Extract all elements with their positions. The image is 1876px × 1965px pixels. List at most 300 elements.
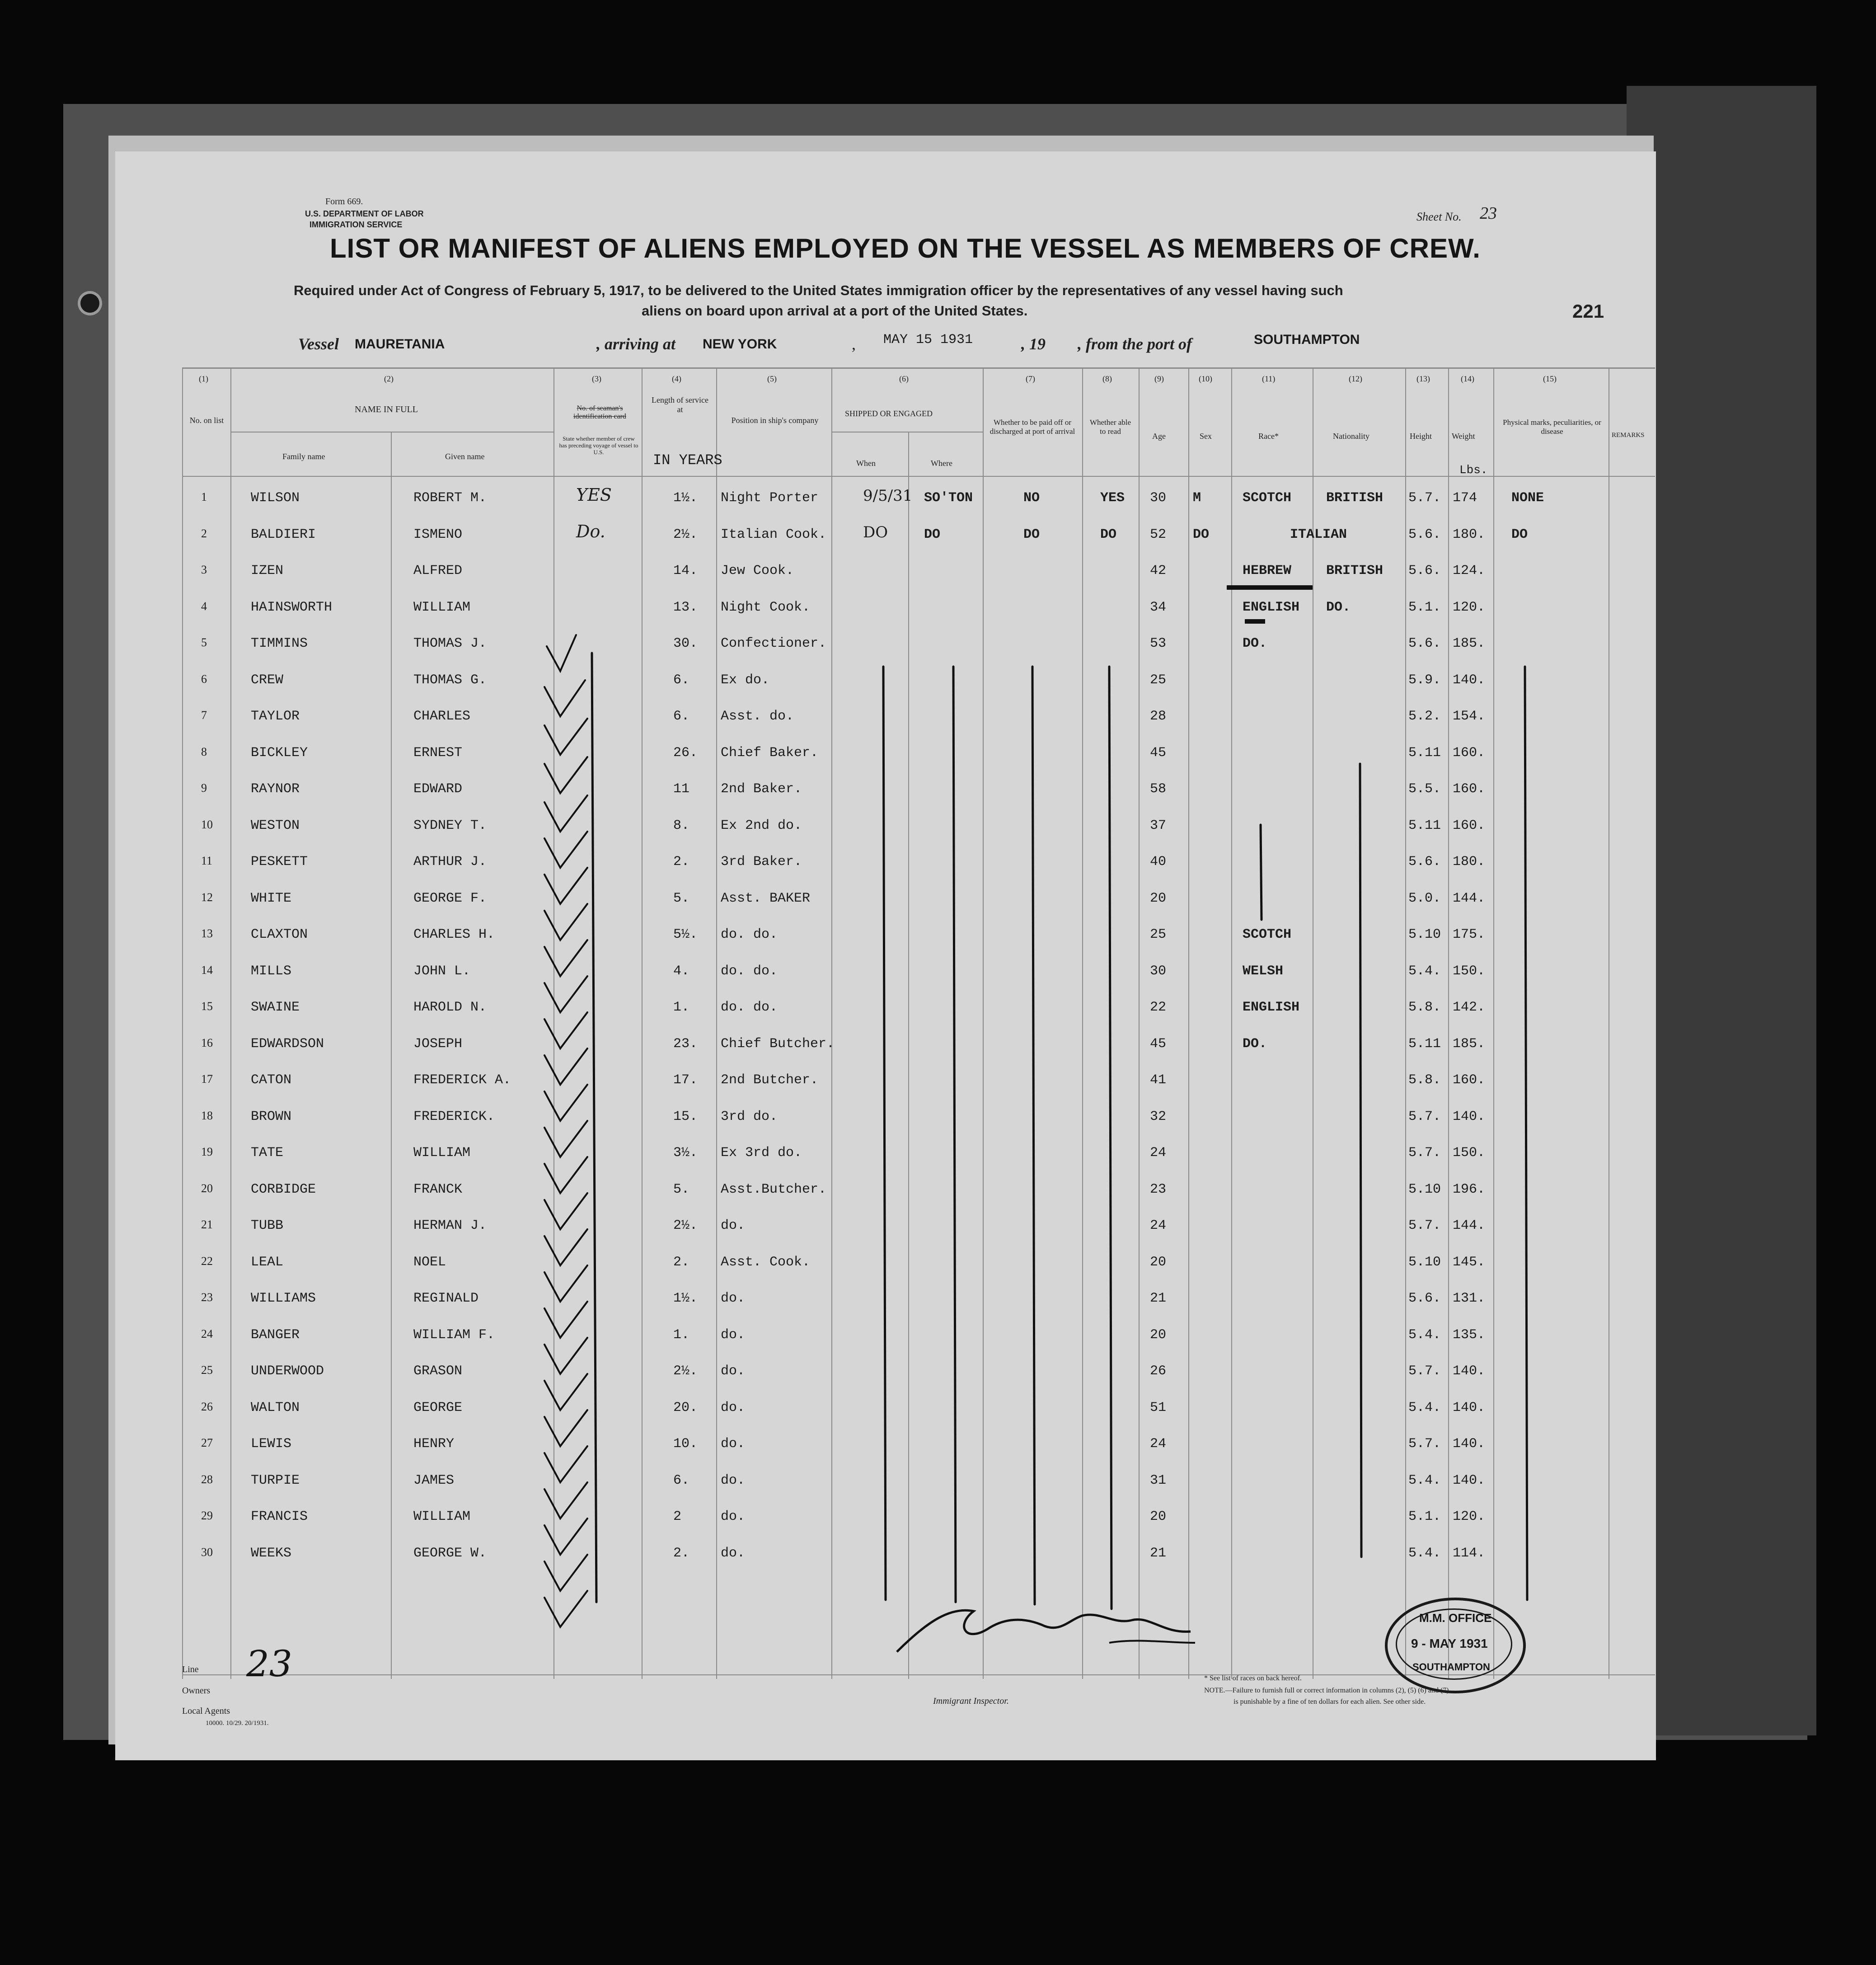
cell-race: ITALIAN — [1290, 527, 1347, 542]
cell-when: 9/5/31 — [863, 487, 913, 505]
cell-family: WHITE — [251, 890, 292, 906]
cell-position: do. — [721, 1291, 746, 1306]
cell-family: PESKETT — [251, 854, 308, 870]
cell-family: IZEN — [251, 563, 284, 578]
cell-age: 26 — [1150, 1363, 1167, 1379]
col-number-4: (4) — [672, 374, 681, 383]
stamp-top-text: M.M. OFFICE — [1419, 1611, 1492, 1625]
cell-no: 1 — [201, 490, 207, 503]
cell-family: CORBIDGE — [251, 1181, 316, 1197]
cell-age: 53 — [1150, 636, 1167, 651]
cell-height: 5.6. — [1408, 527, 1441, 542]
cell-no: 27 — [201, 1436, 213, 1449]
inspector-signature — [1109, 1641, 1195, 1643]
cell-height: 5.1. — [1408, 1509, 1441, 1524]
cell-weight: 160. — [1453, 745, 1486, 761]
col-number-5: (5) — [767, 374, 777, 383]
cell-no: 24 — [201, 1327, 213, 1340]
cell-family: WESTON — [251, 818, 300, 833]
cell-height: 5.10 — [1408, 927, 1441, 942]
cell-no: 19 — [201, 1145, 213, 1158]
cell-age: 32 — [1150, 1109, 1167, 1124]
header-col3: State whether member of crew has preceding voyage of vessel to U.S. — [559, 435, 638, 456]
cell-height: 5.5. — [1408, 781, 1441, 797]
col-number-11: (11) — [1262, 374, 1276, 383]
col-number-8: (8) — [1102, 374, 1112, 383]
cell-given: JOHN L. — [413, 963, 471, 979]
cell-given: HAROLD N. — [413, 1000, 487, 1015]
cell-service: 2. — [673, 1545, 690, 1561]
cell-family: BANGER — [251, 1327, 300, 1343]
cell-position: Chief Baker. — [721, 745, 819, 761]
page-stamp-number: 221 — [1572, 301, 1604, 322]
header-col8: Whether able to read — [1089, 418, 1131, 436]
footer-line-label: Line — [182, 1664, 199, 1674]
cell-given: HENRY — [413, 1436, 455, 1452]
footer-owners-label: Owners — [182, 1686, 211, 1696]
cell-position: Confectioner. — [721, 636, 827, 651]
sheet-label: Sheet No. — [1416, 210, 1462, 223]
cell-age: 25 — [1150, 672, 1167, 688]
cell-height: 5.0. — [1408, 890, 1441, 906]
footer-note-races: * See list of races on back hereof. — [1204, 1674, 1302, 1682]
cell-age: 20 — [1150, 1327, 1167, 1343]
header-col7: Whether to be paid off or discharged at port of arrival — [990, 418, 1075, 436]
cell-service: 30. — [673, 636, 698, 651]
col-number-14: (14) — [1461, 374, 1474, 383]
col-number-15: (15) — [1543, 374, 1557, 383]
cell-height: 5.7. — [1408, 1145, 1441, 1161]
cell-age: 20 — [1150, 1509, 1167, 1524]
cell-height: 5.7. — [1408, 490, 1441, 506]
cell-service: 15. — [673, 1109, 698, 1124]
cell-family: BROWN — [251, 1109, 292, 1124]
cell-height: 5.4. — [1408, 1472, 1441, 1488]
cell-service: 13. — [673, 599, 698, 615]
cell-age: 30 — [1150, 963, 1167, 979]
from-label: , from the port of — [1078, 335, 1192, 353]
cell-family: TUBB — [251, 1218, 284, 1233]
cell-weight: 140. — [1453, 1400, 1486, 1415]
cell-race: HEBREW — [1243, 563, 1292, 578]
cell-voyage: Do. — [576, 521, 605, 541]
cell-given: GRASON — [413, 1363, 463, 1379]
cell-position: do. do. — [721, 927, 778, 942]
cell-weight: 144. — [1453, 890, 1486, 906]
stamp-bottom-text: SOUTHAMPTON — [1412, 1661, 1490, 1673]
cell-service: 6. — [673, 672, 690, 688]
cell-family: TIMMINS — [251, 636, 308, 651]
cell-age: 25 — [1150, 927, 1167, 942]
header-col4-hand: IN YEARS — [653, 452, 722, 469]
cell-weight: 120. — [1453, 599, 1486, 615]
ditto-line — [1360, 764, 1361, 1557]
cell-service: 2. — [673, 1254, 690, 1270]
cell-read: YES — [1100, 490, 1125, 506]
cell-weight: 185. — [1453, 636, 1486, 651]
cell-no: 6 — [201, 672, 207, 686]
cell-position: do. do. — [721, 963, 778, 979]
ditto-line — [953, 667, 956, 1602]
col-number-2: (2) — [384, 374, 394, 383]
cell-height: 5.6. — [1408, 563, 1441, 578]
cell-given: THOMAS J. — [413, 636, 487, 651]
cell-no: 13 — [201, 927, 213, 940]
cell-height: 5.7. — [1408, 1363, 1441, 1379]
cell-sex: M — [1193, 490, 1201, 506]
header-col11: Race* — [1258, 432, 1279, 441]
cell-height: 5.4. — [1408, 1327, 1441, 1343]
header-col6-when: When — [856, 459, 876, 468]
col-number-13: (13) — [1416, 374, 1430, 383]
cell-family: CLAXTON — [251, 927, 308, 942]
footer-note-line-1: NOTE.—Failure to furnish full or correct information in columns (2), (5) (6) and (7) — [1204, 1687, 1449, 1694]
immigrant-inspector-label: Immigrant Inspector. — [933, 1696, 1009, 1706]
footer-agents-label: Local Agents — [182, 1706, 230, 1716]
header-col6-where: Where — [931, 459, 952, 468]
binder-hole — [80, 294, 99, 313]
header-col12: Nationality — [1333, 432, 1369, 441]
cell-given: ALFRED — [413, 563, 463, 578]
cell-marks: NONE — [1511, 490, 1544, 506]
cell-race: ENGLISH — [1243, 599, 1300, 615]
cell-height: 5.4. — [1408, 1545, 1441, 1561]
cell-weight: 174 — [1453, 490, 1477, 506]
cell-no: 4 — [201, 599, 207, 613]
ditto-line — [1261, 825, 1262, 920]
cell-position: Asst. Cook. — [721, 1254, 811, 1270]
cell-no: 16 — [201, 1036, 213, 1049]
cell-family: MILLS — [251, 963, 292, 979]
cell-given: GEORGE F. — [413, 890, 487, 906]
cell-when: DO — [863, 523, 888, 541]
cell-service: 26. — [673, 745, 698, 761]
cell-no: 30 — [201, 1545, 213, 1559]
cell-service: 3½. — [673, 1145, 698, 1161]
cell-given: ARTHUR J. — [413, 854, 487, 870]
header-no-on-list: No. on list — [189, 416, 224, 425]
cell-age: 41 — [1150, 1072, 1167, 1088]
cell-weight: 145. — [1453, 1254, 1486, 1270]
cell-service: 2 — [673, 1509, 682, 1524]
cell-no: 21 — [201, 1218, 213, 1231]
ditto-line — [592, 653, 596, 1602]
cell-given: THOMAS G. — [413, 672, 487, 688]
cell-no: 9 — [201, 781, 207, 794]
cell-family: LEAL — [251, 1254, 284, 1270]
cell-service: 17. — [673, 1072, 698, 1088]
cell-family: CREW — [251, 672, 284, 688]
cell-height: 5.10 — [1408, 1181, 1441, 1197]
cell-weight: 196. — [1453, 1181, 1486, 1197]
cell-family: TATE — [251, 1145, 284, 1161]
cell-weight: 160. — [1453, 781, 1486, 797]
cell-service: 10. — [673, 1436, 698, 1452]
cell-position: do. — [721, 1545, 746, 1561]
cell-family: LEWIS — [251, 1436, 292, 1452]
cell-height: 5.7. — [1408, 1218, 1441, 1233]
cell-given: HERMAN J. — [413, 1218, 487, 1233]
cell-family: BICKLEY — [251, 745, 308, 761]
cell-family: UNDERWOOD — [251, 1363, 324, 1379]
cell-no: 7 — [201, 709, 207, 722]
cell-height: 5.7. — [1408, 1436, 1441, 1452]
cell-given: ISMENO — [413, 527, 463, 542]
sheet-number: 23 — [1480, 204, 1497, 223]
cell-height: 5.9. — [1408, 672, 1441, 688]
cell-position: Ex 2nd do. — [721, 818, 802, 833]
col-number-1: (1) — [199, 374, 208, 383]
footer-note-line-2: is punishable by a fine of ten dollars for each alien. See other side. — [1233, 1698, 1426, 1706]
cell-no: 15 — [201, 1000, 213, 1013]
cell-service: 14. — [673, 563, 698, 578]
cell-race: SCOTCH — [1243, 927, 1292, 942]
cell-given: JOSEPH — [413, 1036, 463, 1052]
cell-no: 29 — [201, 1509, 213, 1522]
cell-no: 8 — [201, 745, 207, 758]
cell-weight: 135. — [1453, 1327, 1486, 1343]
cell-age: 58 — [1150, 781, 1167, 797]
office-stamp — [1385, 1598, 1526, 1693]
cell-race: ENGLISH — [1243, 1000, 1300, 1015]
cell-sex: DO — [1193, 527, 1210, 542]
cell-position: Night Porter — [721, 490, 819, 506]
cell-position: 3rd do. — [721, 1109, 778, 1124]
stamp-date: 9 - MAY 1931 — [1411, 1636, 1488, 1650]
cell-height: 5.11 — [1408, 818, 1441, 833]
cell-height: 5.8. — [1408, 1072, 1441, 1088]
cell-weight: 140. — [1453, 1472, 1486, 1488]
header-remarks: REMARKS — [1612, 432, 1645, 439]
cell-voyage: YES — [576, 485, 612, 505]
inspector-signature — [897, 1610, 1191, 1652]
cell-weight: 140. — [1453, 672, 1486, 688]
cell-position: Jew Cook. — [721, 563, 794, 578]
cell-weight: 180. — [1453, 527, 1486, 542]
header-col14-unit: Lbs. — [1459, 463, 1488, 477]
cell-height: 5.7. — [1408, 1109, 1441, 1124]
cell-paid: DO — [1023, 527, 1040, 542]
cell-height: 5.4. — [1408, 963, 1441, 979]
cell-family: SWAINE — [251, 1000, 300, 1015]
cell-height: 5.8. — [1408, 1000, 1441, 1015]
cell-age: 20 — [1150, 890, 1167, 906]
cell-position: 2nd Baker. — [721, 781, 802, 797]
cell-family: EDWARDSON — [251, 1036, 324, 1052]
header-col6: SHIPPED OR ENGAGED — [845, 409, 933, 418]
cell-family: TURPIE — [251, 1472, 300, 1488]
cell-age: 42 — [1150, 563, 1167, 578]
cell-weight: 160. — [1453, 1072, 1486, 1088]
cell-age: 34 — [1150, 599, 1167, 615]
cell-weight: 180. — [1453, 854, 1486, 870]
cell-given: EDWARD — [413, 781, 463, 797]
cell-position: Night Cook. — [721, 599, 811, 615]
cell-weight: 160. — [1453, 818, 1486, 833]
cell-no: 11 — [201, 854, 213, 867]
cell-position: 2nd Butcher. — [721, 1072, 819, 1088]
cell-no: 2 — [201, 527, 207, 540]
cell-position: do. — [721, 1436, 746, 1452]
cell-service: 23. — [673, 1036, 698, 1052]
col-number-9: (9) — [1154, 374, 1164, 383]
cell-given: WILLIAM — [413, 1145, 471, 1161]
cell-service: 5. — [673, 1181, 690, 1197]
cell-given: WILLIAM — [413, 599, 471, 615]
page-title: LIST OR MANIFEST OF ALIENS EMPLOYED ON THE VESSEL AS MEMBERS OF CREW. — [330, 233, 1481, 263]
cell-no: 12 — [201, 890, 213, 904]
cell-weight: 175. — [1453, 927, 1486, 942]
cell-service: 11 — [673, 781, 690, 797]
cell-height: 5.6. — [1408, 854, 1441, 870]
cell-marks: DO — [1511, 527, 1528, 542]
cell-height: 5.1. — [1408, 599, 1441, 615]
cell-age: 28 — [1150, 709, 1167, 724]
cell-given: GEORGE — [413, 1400, 463, 1415]
cell-given: FREDERICK A. — [413, 1072, 511, 1088]
cell-position: Ex do. — [721, 672, 770, 688]
cell-position: do. — [721, 1472, 746, 1488]
cell-height: 5.6. — [1408, 1291, 1441, 1306]
cell-height: 5.6. — [1408, 636, 1441, 651]
cell-position: do. — [721, 1509, 746, 1524]
cell-family: WILSON — [251, 490, 300, 506]
cell-no: 3 — [201, 563, 207, 576]
cell-age: 20 — [1150, 1254, 1167, 1270]
cell-height: 5.11 — [1408, 745, 1441, 761]
cell-service: 4. — [673, 963, 690, 979]
cell-given: SYDNEY T. — [413, 818, 487, 833]
cell-service: 5½. — [673, 927, 698, 942]
subtitle-line-1: Required under Act of Congress of February 5, 1917, to be delivered to the United States immigration officer by the representatives of any vessel having such — [294, 282, 1343, 298]
cell-given: REGINALD — [413, 1291, 479, 1306]
cell-no: 23 — [201, 1291, 213, 1304]
cell-service: 6. — [673, 1472, 690, 1488]
cell-given: FREDERICK. — [413, 1109, 495, 1124]
cell-given: WILLIAM — [413, 1509, 471, 1524]
cell-service: 5. — [673, 890, 690, 906]
cell-age: 37 — [1150, 818, 1167, 833]
cell-weight: 131. — [1453, 1291, 1486, 1306]
header-col9: Age — [1152, 432, 1166, 441]
cell-age: 51 — [1150, 1400, 1167, 1415]
header-col5: Position in ship's company — [731, 416, 819, 425]
cell-family: BALDIERI — [251, 527, 316, 542]
arriving-port: NEW YORK — [703, 337, 777, 352]
cell-family: HAINSWORTH — [251, 599, 333, 615]
footer-print-code: 10000. 10/29. 20/1931. — [206, 1720, 269, 1727]
cell-where: DO — [924, 527, 941, 542]
cell-service: 8. — [673, 818, 690, 833]
cell-weight: 142. — [1453, 1000, 1486, 1015]
cell-age: 24 — [1150, 1436, 1167, 1452]
cell-weight: 124. — [1453, 563, 1486, 578]
header-family-name: Family name — [282, 452, 325, 461]
cell-position: do. — [721, 1327, 746, 1343]
ditto-line — [883, 667, 886, 1600]
ditto-line — [1109, 667, 1112, 1609]
cell-read: DO — [1100, 527, 1117, 542]
cell-family: FRANCIS — [251, 1509, 308, 1524]
cell-race: WELSH — [1243, 963, 1284, 979]
department: U.S. DEPARTMENT OF LABOR — [305, 209, 424, 218]
cell-family: WALTON — [251, 1400, 300, 1415]
header-col4: Length of service at — [652, 395, 708, 414]
manifest-sheet — [115, 151, 1656, 1760]
cell-service: 1½. — [673, 490, 698, 506]
cell-given: CHARLES — [413, 709, 471, 724]
cell-age: 31 — [1150, 1472, 1167, 1488]
cell-age: 30 — [1150, 490, 1167, 506]
cell-no: 25 — [201, 1363, 213, 1377]
cell-service: 6. — [673, 709, 690, 724]
cell-weight: 150. — [1453, 963, 1486, 979]
cell-no: 14 — [201, 963, 213, 977]
cell-weight: 140. — [1453, 1363, 1486, 1379]
cell-family: WILLIAMS — [251, 1291, 316, 1306]
cell-family: CATON — [251, 1072, 292, 1088]
cell-service: 2. — [673, 854, 690, 870]
ditto-line — [1525, 667, 1527, 1600]
cell-paid: NO — [1023, 490, 1040, 506]
col-number-3: (3) — [592, 374, 601, 383]
cell-given: JAMES — [413, 1472, 455, 1488]
cell-given: ERNEST — [413, 745, 463, 761]
cell-weight: 114. — [1453, 1545, 1486, 1561]
cell-position: Asst. BAKER — [721, 890, 811, 906]
cell-weight: 144. — [1453, 1218, 1486, 1233]
cell-service: 2½. — [673, 1218, 698, 1233]
cell-weight: 154. — [1453, 709, 1486, 724]
cell-nationality: BRITISH — [1326, 490, 1384, 506]
cell-no: 26 — [201, 1400, 213, 1413]
cell-position: do. do. — [721, 1000, 778, 1015]
header-col15: Physical marks, peculiarities, or disease — [1503, 418, 1601, 436]
departure-port: SOUTHAMPTON — [1254, 332, 1360, 347]
header-name-in-full: NAME IN FULL — [355, 404, 418, 414]
header-col10: Sex — [1200, 432, 1212, 441]
cell-service: 2½. — [673, 527, 698, 542]
vessel-label: Vessel — [298, 335, 339, 353]
date-comma: , — [852, 335, 856, 353]
cell-service: 1. — [673, 1327, 690, 1343]
cell-position: Ex 3rd do. — [721, 1145, 802, 1161]
cell-age: 40 — [1150, 854, 1167, 870]
cell-family: RAYNOR — [251, 781, 300, 797]
cell-age: 23 — [1150, 1181, 1167, 1197]
cell-given: CHARLES H. — [413, 927, 495, 942]
cell-weight: 140. — [1453, 1109, 1486, 1124]
cell-weight: 120. — [1453, 1509, 1486, 1524]
cell-no: 17 — [201, 1072, 213, 1086]
cell-height: 5.2. — [1408, 709, 1441, 724]
cell-no: 20 — [201, 1181, 213, 1195]
cell-no: 28 — [201, 1472, 213, 1486]
header-col13: Height — [1410, 432, 1432, 441]
cell-age: 21 — [1150, 1545, 1167, 1561]
col-number-6: (6) — [899, 374, 909, 383]
subtitle-line-2: aliens on board upon arrival at a port of the United States. — [642, 303, 1028, 319]
ink-marks — [115, 151, 1656, 1760]
cell-given: NOEL — [413, 1254, 446, 1270]
cell-height: 5.11 — [1408, 1036, 1441, 1052]
col-number-10: (10) — [1199, 374, 1212, 383]
cell-position: do. — [721, 1218, 746, 1233]
cell-race: DO. — [1243, 636, 1267, 651]
cell-given: WILLIAM F. — [413, 1327, 495, 1343]
cell-age: 45 — [1150, 745, 1167, 761]
cell-weight: 185. — [1453, 1036, 1486, 1052]
